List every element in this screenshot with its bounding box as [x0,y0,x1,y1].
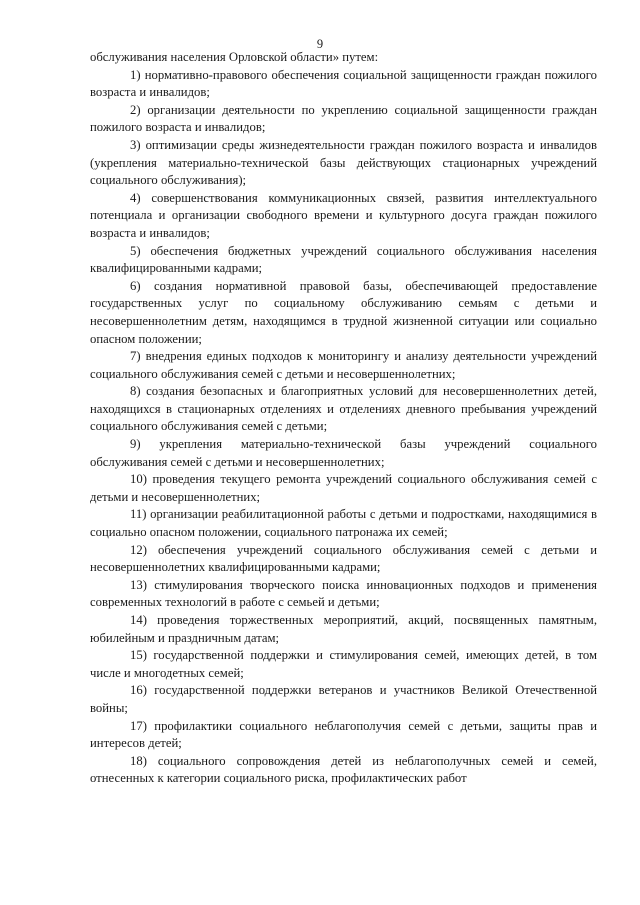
list-item: 18) социального сопровождения детей из неблагополучных семей и семей, отнесенных к категории социального риска, профилактических работ [90,753,597,786]
list-item: 3) оптимизации среды жизнедеятельности граждан пожилого возраста и инвалидов (укрепления материально-технической базы действующих стационарных учреждений социального обслуживания); [90,137,597,188]
list-item: 4) совершенствования коммуникационных связей, развития интеллектуального потенциала и организации свободного времени и культурного досуга граждан пожилого возраста и инвалидов; [90,190,597,240]
list-item: 1) нормативно-правового обеспечения социальной защищенности граждан пожилого возраста и инвалидов; [90,67,597,100]
list-item: 17) профилактики социального неблагополучия семей с детьми, защиты прав и интересов детей; [90,718,597,751]
list-item: 10) проведения текущего ремонта учреждений социального обслуживания семей с детьми и несовершеннолетних; [90,472,597,504]
list-item: 11) организации реабилитационной работы с детьми и подростками, находящимися в социально опасном положении, социального патронажа их семей; [90,507,597,540]
list-item: 5) обеспечения бюджетных учреждений социального обслуживания населения квалифицированными кадрами; [90,243,597,276]
list-item: 14) проведения торжественных мероприятий, акций, посвященных памятным, юбилейным и праздничным датам; [90,613,597,645]
list-item: 6) создания нормативной правовой базы, обеспечивающей предоставление государственных услуг по социальному обслуживанию семьям с детьми и несовершеннолетним детям, находящимся в трудной жизненной ситуации или социально опасном положении; [90,278,597,346]
list-item: 7) внедрения единых подходов к мониторингу и анализу деятельности учреждений социального обслуживания семей с детьми и несовершеннолетних; [90,349,597,381]
list-item: 8) создания безопасных и благоприятных условий для несовершеннолетних детей, находящихся в стационарных отделениях и отделениях дневного пребывания учреждений социального обслуживания семей с детьми; [90,384,597,434]
list-item: 12) обеспечения учреждений социального обслуживания семей с детьми и несовершеннолетних квалифицированными кадрами; [90,542,597,575]
list-item: 16) государственной поддержки ветеранов и участников Великой Отечественной войны; [90,683,597,715]
list-item: 13) стимулирования творческого поиска инновационных подходов и применения современных технологий в работе с семьей и детьми; [90,577,597,610]
list-item: 15) государственной поддержки и стимулирования семей, имеющих детей, в том числе и многодетных семей; [90,648,597,680]
list-item: 9) укрепления материально-технической базы учреждений социального обслуживания семей с детьми и несовершеннолетних; [90,437,597,469]
list-item: 2) организации деятельности по укреплению социальной защищенности граждан пожилого возраста и инвалидов; [90,102,597,135]
lead-in-paragraph: обслуживания населения Орловской области» путем: [90,50,379,64]
document-body [90,49,597,788]
page-number: 9 [316,37,324,51]
